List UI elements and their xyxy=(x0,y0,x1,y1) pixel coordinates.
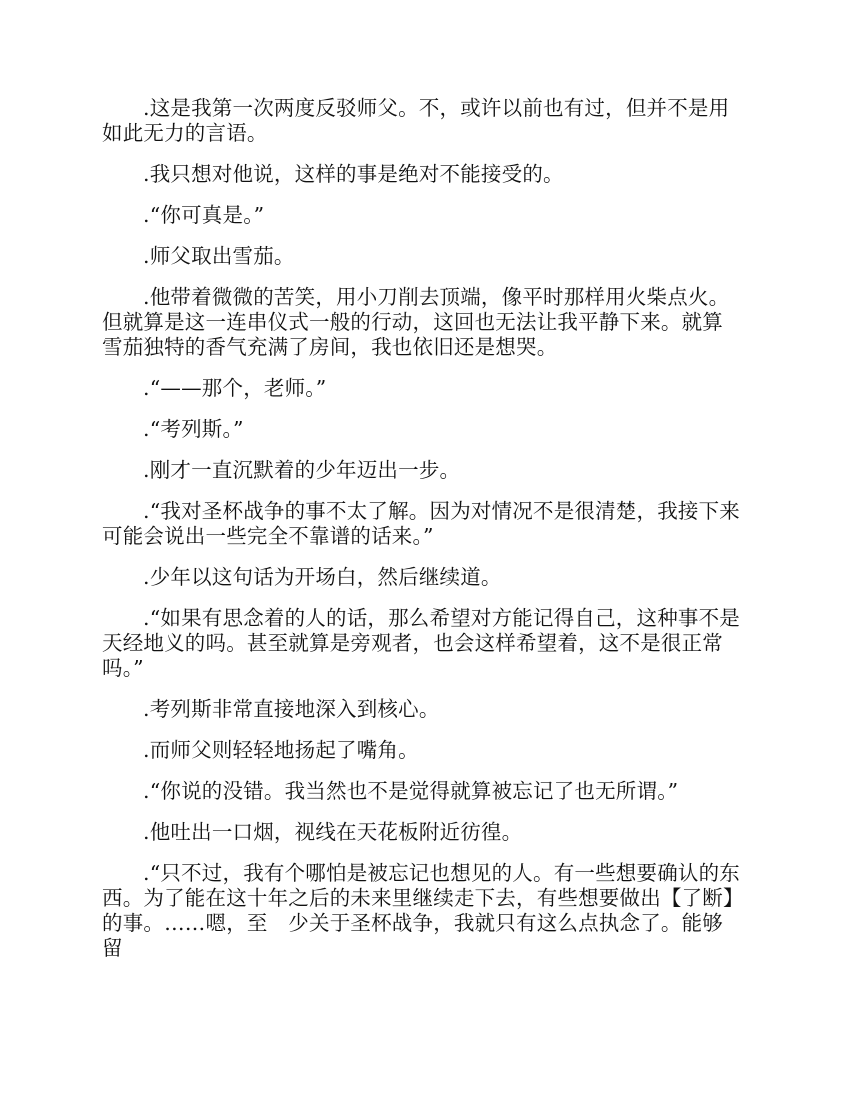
paragraph: .“如果有思念着的人的话，那么希望对方能记得自己，这种事不是天经地义的吗。甚至就算是旁观者，也会这样希望着，这不是很正常吗。” xyxy=(102,606,740,680)
paragraph: .这是我第一次两度反驳师父。不，或许以前也有过，但并不是用如此无力的言语。 xyxy=(102,96,730,145)
paragraph: .“只不过，我有个哪怕是被忘记也想见的人。有一些想要确认的东西。为了能在这十年之后的未来里继续走下去，有些想要做出【了断】的事。……嗯，至 少关于圣杯战争，我就只有这么点执念了。能够留 xyxy=(102,861,740,960)
paragraph: .刚才一直沉默着的少年迈出一步。 xyxy=(143,458,461,482)
paragraph: .“你可真是。” xyxy=(143,203,265,227)
paragraph: .考列斯非常直接地深入到核心。 xyxy=(143,697,440,721)
paragraph: .“考列斯。” xyxy=(143,417,244,441)
paragraph: .师父取出雪茄。 xyxy=(143,244,295,268)
paragraph: .“我对圣杯战争的事不太了解。因为对情况不是很清楚，我接下来可能会说出一些完全不靠谱的话来。” xyxy=(102,499,740,548)
paragraph: .“你说的没错。我当然也不是觉得就算被忘记了也无所谓。” xyxy=(143,779,679,803)
paragraph: .他吐出一口烟，视线在天花板附近彷徨。 xyxy=(143,820,523,844)
paragraph: .我只想对他说，这样的事是绝对不能接受的。 xyxy=(143,162,564,186)
paragraph: .少年以这句话为开场白，然后继续道。 xyxy=(143,565,502,589)
paragraph: .“——那个，老师。” xyxy=(143,376,327,400)
document-body xyxy=(102,96,742,977)
paragraph: .而师父则轻轻地扬起了嘴角。 xyxy=(143,738,419,762)
paragraph: .他带着微微的苦笑，用小刀削去顶端，像平时那样用火柴点火。但就算是这一连串仪式一般的行动，这回也无法让我平静下来。就算雪茄独特的香气充满了房间，我也依旧还是想哭。 xyxy=(102,285,730,359)
